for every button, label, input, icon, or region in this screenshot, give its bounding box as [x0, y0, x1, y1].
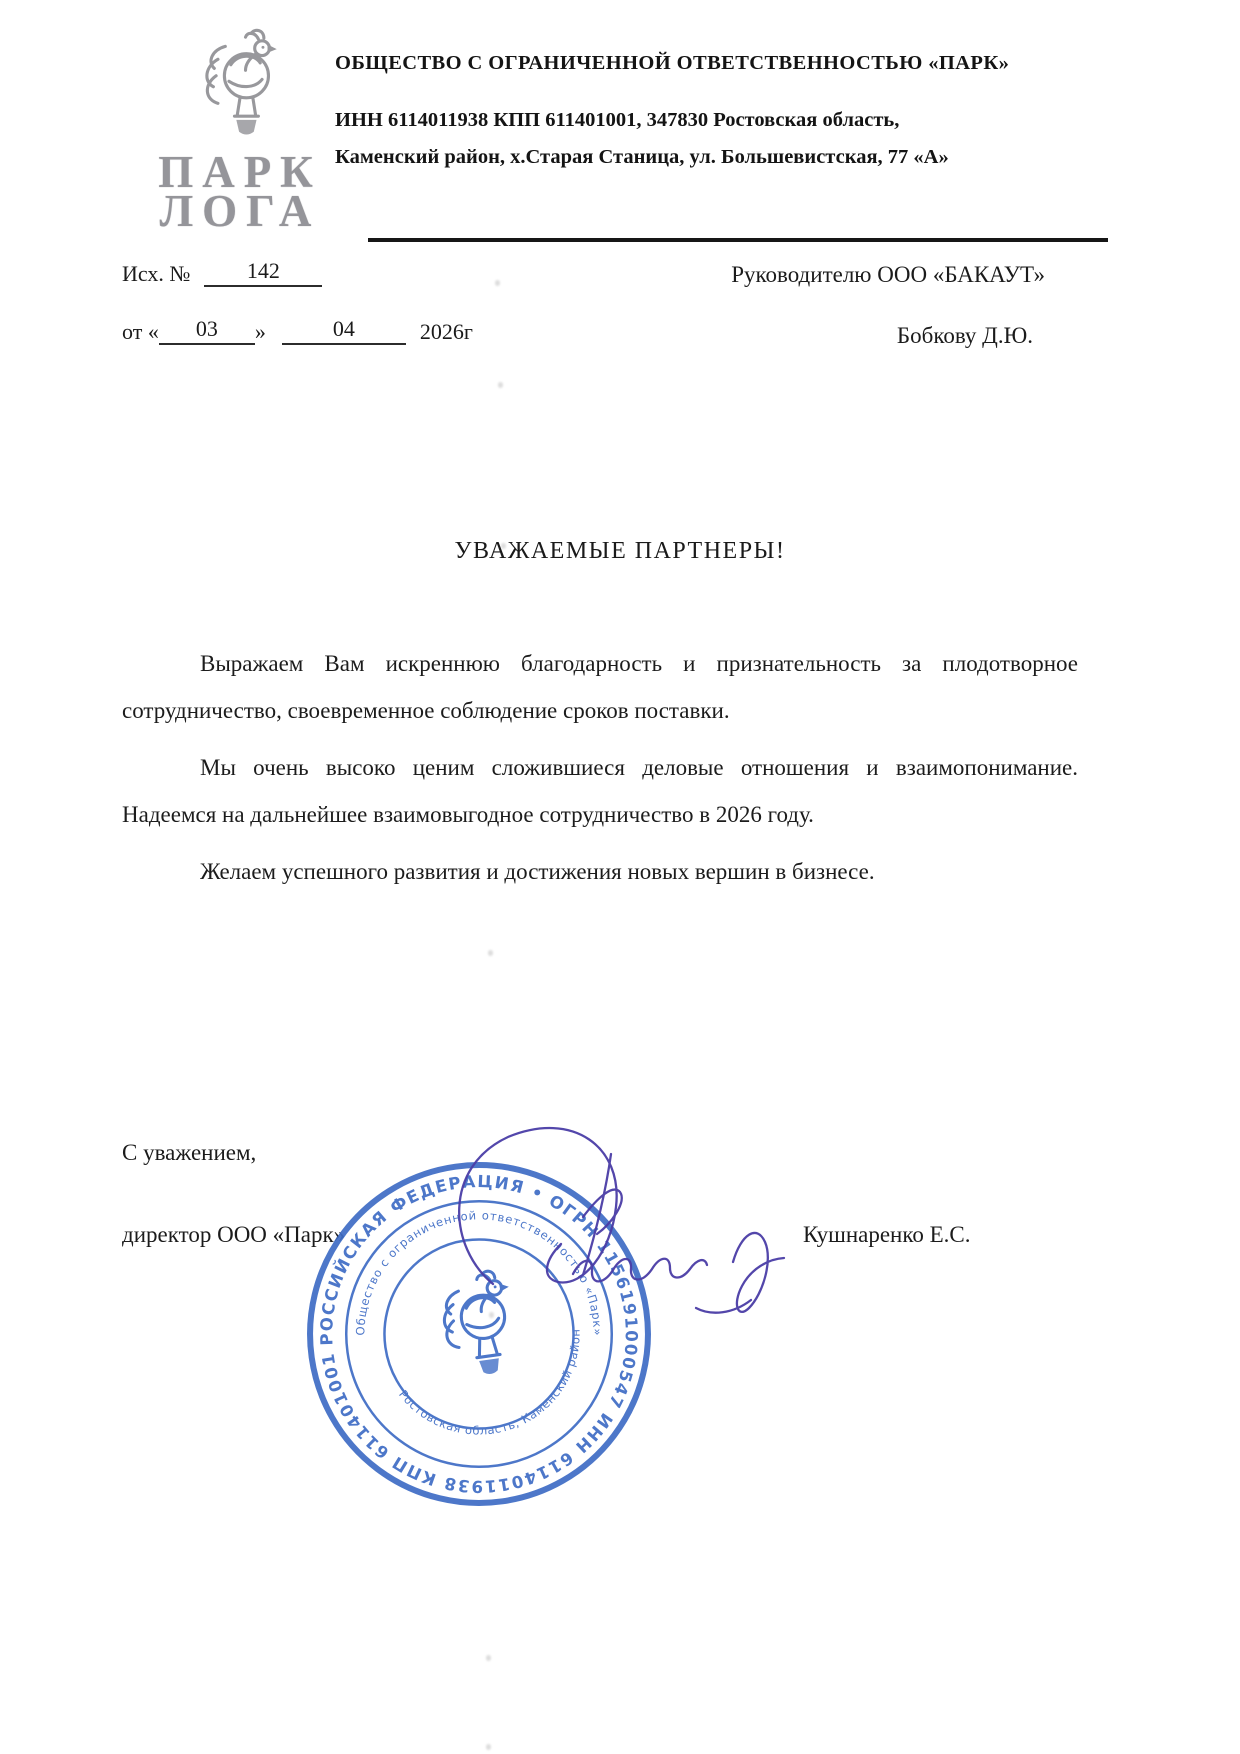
company-logo — [150, 28, 330, 236]
date-year: 2026г — [419, 319, 473, 344]
body-paragraph-3: Желаем успешного развития и достижения новых вершин в бизнесе. — [200, 859, 875, 884]
scan-artifact — [498, 382, 503, 388]
firebird-logo-icon — [188, 28, 292, 152]
signer-position: директор ООО «Парк» — [122, 1222, 346, 1247]
scan-artifact — [486, 1744, 491, 1750]
letterhead-divider — [368, 238, 1108, 242]
letterhead-text — [335, 52, 1085, 169]
company-inn-line: ИНН 6114011938 КПП 611401001, 347830 Ростовская область, — [335, 109, 900, 131]
company-address-line: Каменский район, х.Старая Станица, ул. Большевистская, 77 «А» — [335, 146, 949, 168]
date-quote-close: » — [254, 319, 266, 344]
stamp-inner-bottom-text: Ростовская область, Каменский район — [396, 1328, 583, 1438]
logo-wordmark-line1: ПАРК — [158, 147, 322, 197]
date-month-field: 04 — [282, 316, 406, 345]
signer-name: Кушнаренко Е.С. — [803, 1222, 971, 1247]
body-paragraph-2: Мы очень высоко ценим сложившиеся деловые отношения и взаимопонимание. Надеемся на дальнейшее взаимовыгодное сотрудничество в 2026 году. — [122, 755, 1078, 827]
ref-number-line — [122, 258, 473, 287]
letter-title: УВАЖАЕМЫЕ ПАРТНЕРЫ! — [454, 538, 786, 564]
scan-artifact — [486, 1655, 491, 1661]
closing-phrase: С уважением, — [122, 1140, 257, 1165]
ref-label: Исх. № — [122, 261, 191, 286]
svg-text:Ростовская область, Каменский — [390, 1327, 596, 1450]
company-name: ОБЩЕСТВО С ОГРАНИЧЕННОЙ ОТВЕТСТВЕННОСТЬЮ «ПАРК» — [335, 52, 1010, 74]
handwritten-signature — [433, 1112, 799, 1317]
outgoing-ref-block — [122, 258, 473, 345]
date-day-field: 03 — [159, 316, 255, 345]
ref-number-field: 142 — [204, 258, 322, 287]
logo-wordmark-line2: ЛОГА — [159, 185, 321, 236]
addressee-block — [600, 262, 1045, 349]
scan-artifact — [501, 543, 506, 549]
addressee-organization: Руководителю ООО «БАКАУТ» — [731, 262, 1045, 287]
scan-artifact — [495, 280, 500, 286]
stamp-outer-text: РОССИЙСКАЯ ФЕДЕРАЦИЯ • ОГРН 1156191000547 ИНН 6114011938 КПП 611401001 — [317, 1171, 641, 1496]
letter-body — [122, 640, 1078, 895]
addressee-person: Бобкову Д.Ю. — [896, 323, 1033, 348]
body-paragraph-1: Выражаем Вам искреннюю благодарность и признательность за плодотворное сотрудничество, своевременное соблюдение сроков поставки. — [122, 651, 1078, 723]
scan-artifact — [488, 950, 493, 956]
scan-artifact — [489, 1312, 494, 1318]
ref-date-line — [122, 316, 473, 345]
stamp-inner-top-text: Общество с ограниченной ответственностью «Парк» — [353, 1208, 605, 1337]
date-prefix: от « — [122, 319, 159, 344]
